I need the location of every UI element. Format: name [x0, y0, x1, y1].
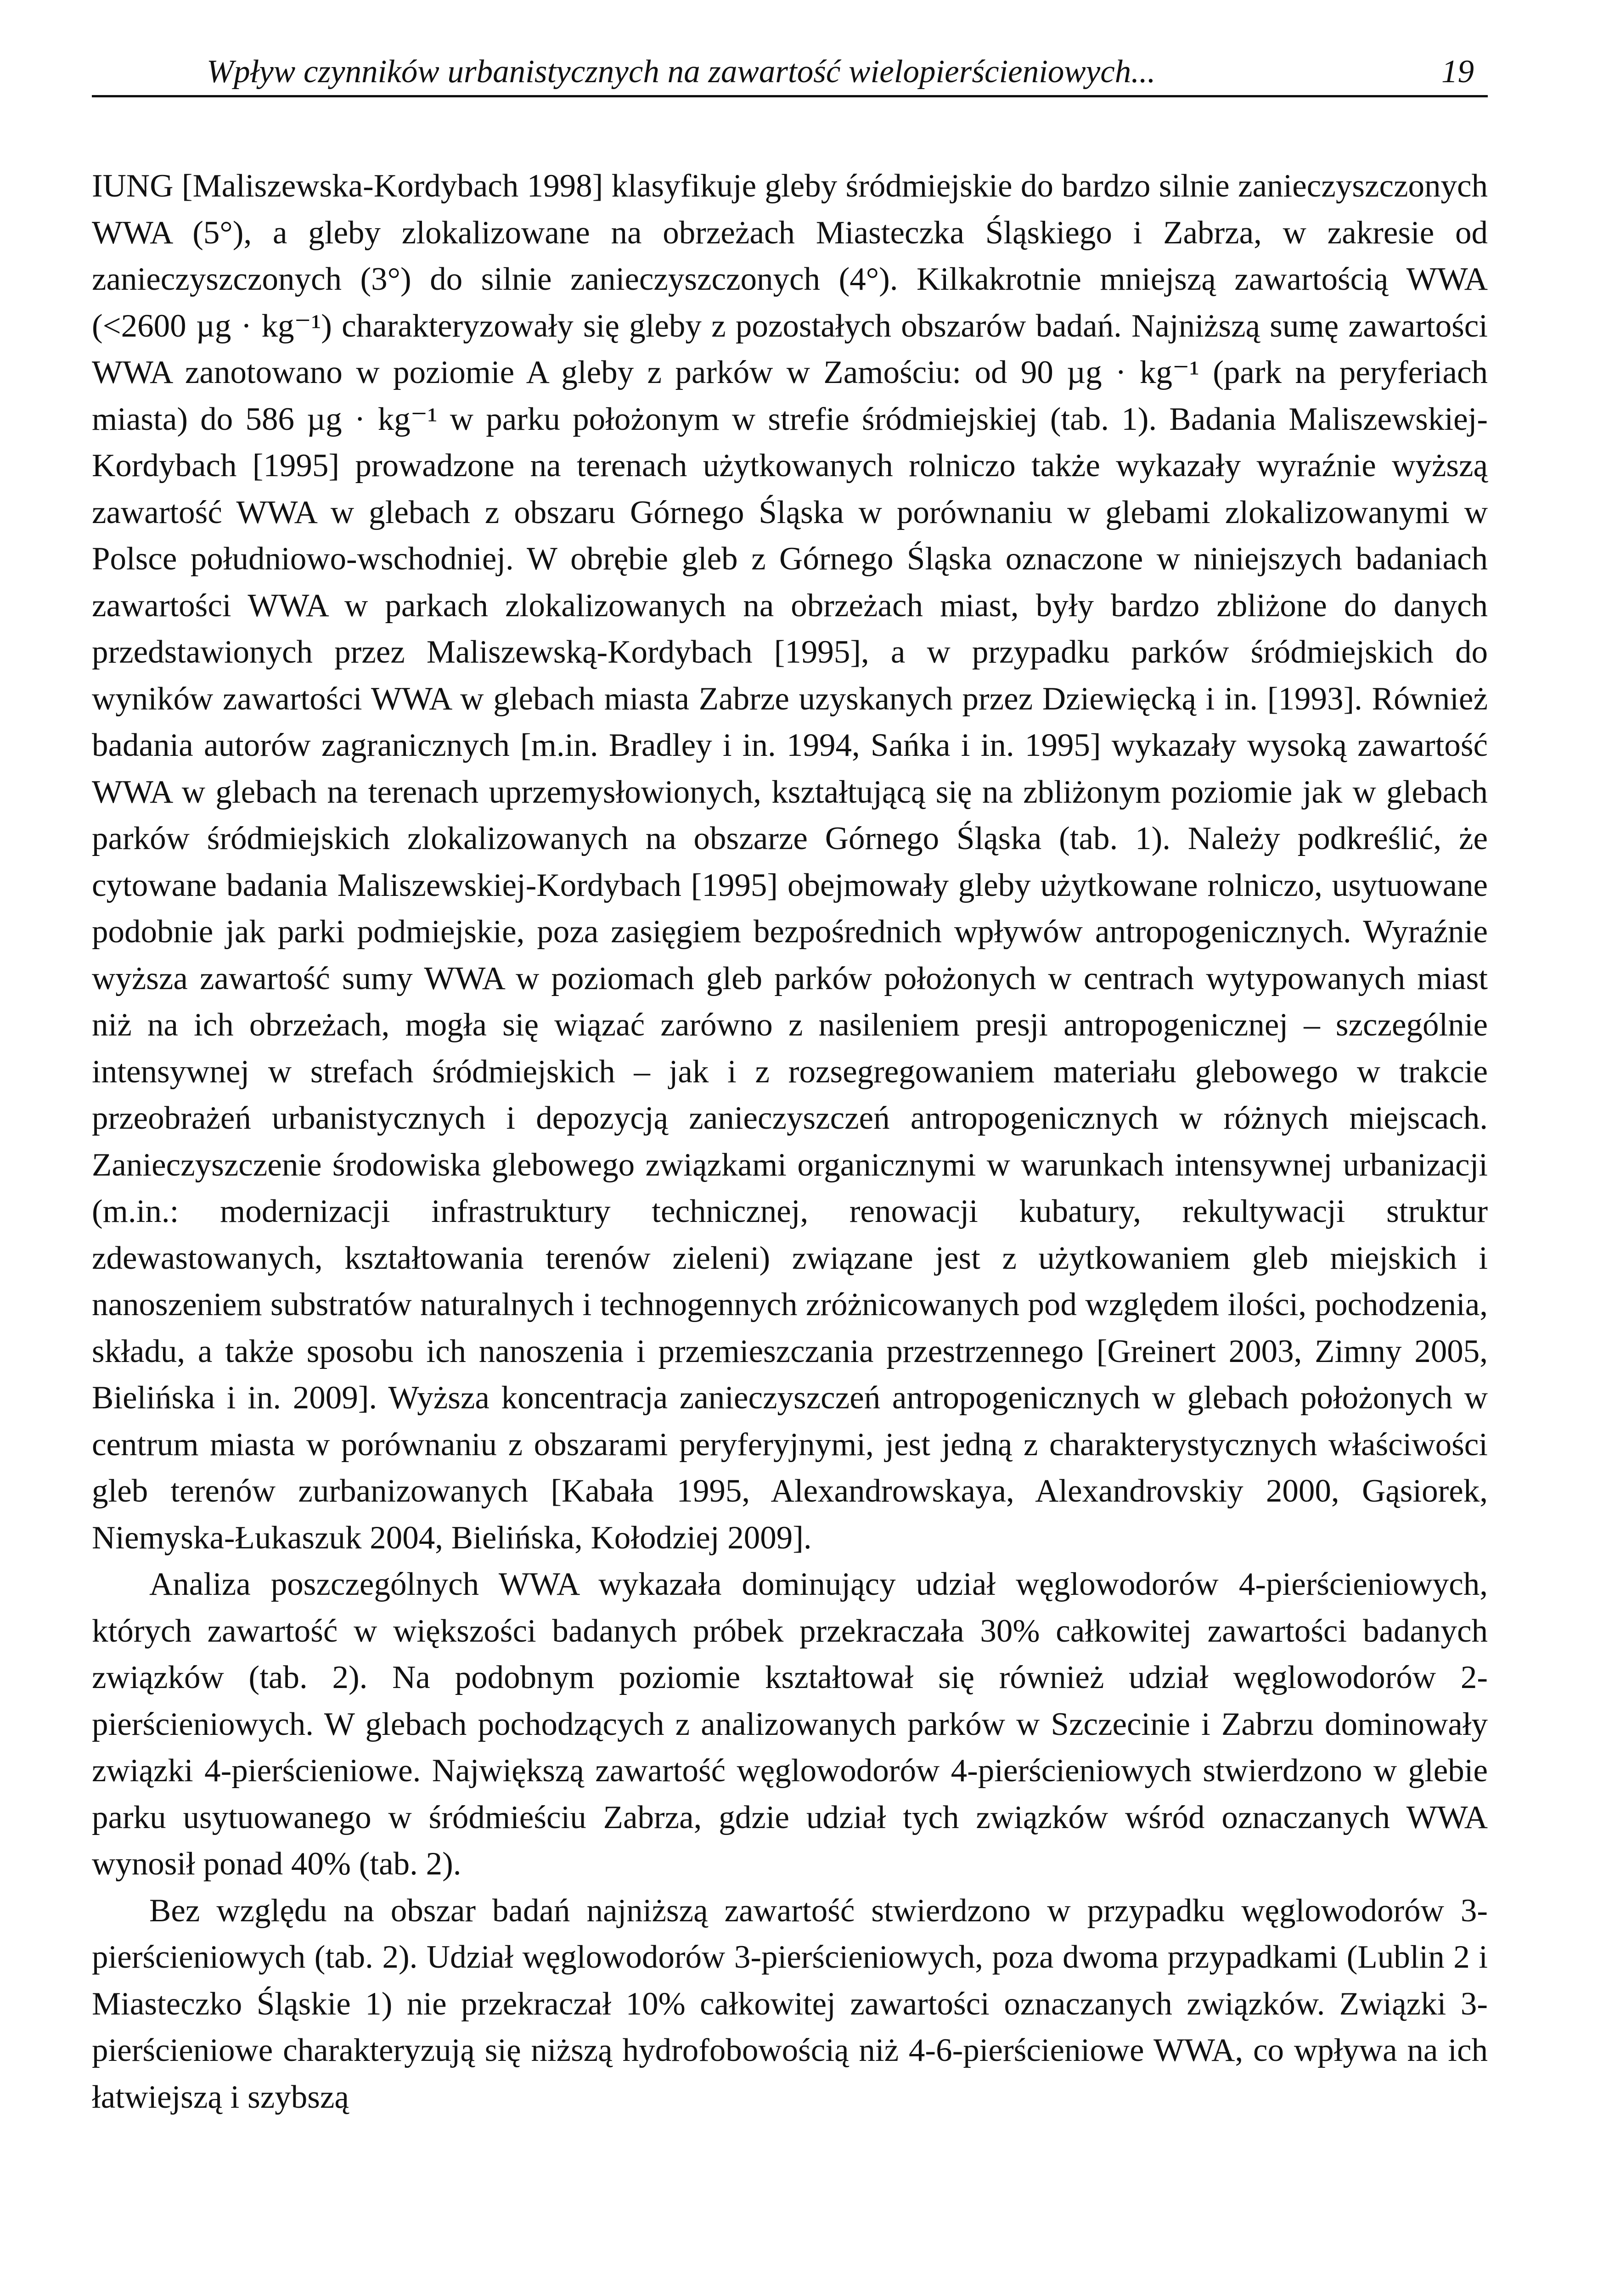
running-header [92, 46, 1488, 97]
running-head-title: Wpływ czynników urbanistycznych na zawartość wielopierścieniowych... [207, 54, 1156, 90]
paragraph-3: Bez względu na obszar badań najniższą zawartość stwierdzono w przypadku węglowodorów 3-pierścieniowych (tab. 2). Udział węglowodorów 3-pierścieniowych, poza dwoma przypadkami (Lublin 2 i Miasteczko Śląskie 1) nie przekraczał 10% całkowitej zawartości oznaczanych związków. Związki 3-pierścieniowe charakteryzują się niższą hydrofobowością niż 4-6-pierścieniowe WWA, co wpływa na ich łatwiejszą i szybszą [92, 1892, 1488, 2115]
paragraph-1: IUNG [Maliszewska-Kordybach 1998] klasyfikuje gleby śródmiejskie do bardzo silnie zanieczyszczonych WWA (5°), a gleby zlokalizowane na obrzeżach Miasteczka Śląskiego i Zabrza, w zakresie od zanieczyszczonych (3°) do silnie zanieczyszczonych (4°). Kilkakrotnie mniejszą zawartością WWA (<2600 µg · kg⁻¹) charakteryzowały się gleby z pozostałych obszarów badań. Najniższą sumę zawartości WWA zanotowano w poziomie A gleby z parków w Zamościu: od 90 µg · kg⁻¹ (park na peryferiach miasta) do 586 µg · kg⁻¹ w parku położonym w strefie śródmiejskiej (tab. 1). Badania Maliszewskiej-Kordybach [1995] prowadzone na terenach użytkowanych rolniczo także wykazały wyraźnie wyższą zawartość WWA w glebach z obszaru Górnego Śląska w porównaniu w glebami zlokalizowanymi w Polsce południowo-wschodniej. W obrębie gleb z Górnego Śląska oznaczone w niniejszych badaniach zawartości WWA w parkach zlokalizowanych na obrzeżach miast, były bardzo zbliżone do danych przedstawionych przez Maliszewską-Kordybach [1995], a w przypadku parków śródmiejskich do wyników zawartości WWA w glebach miasta Zabrze uzyskanych przez Dziewięcką i in. [1993]. Również badania autorów zagranicznych [m.in. Bradley i in. 1994, Sańka i in. 1995] wykazały wysoką zawartość WWA w glebach na terenach uprzemysłowionych, kształtującą się na zbliżonym poziomie jak w glebach parków śródmiejskich zlokalizowanych na obszarze Górnego Śląska (tab. 1). Należy podkreślić, że cytowane badania Maliszewskiej-Kordybach [1995] obejmowały gleby użytkowane rolniczo, usytuowane podobnie jak parki podmiejskie, poza zasięgiem bezpośrednich wpływów antropogenicznych. Wyraźnie wyższa zawartość sumy WWA w poziomach gleb parków położonych w centrach wytypowanych miast niż na ich obrzeżach, mogła się wiązać zarówno z nasileniem presji antropogenicznej – szczególnie intensywnej w strefach śródmiejskich – jak i z rozsegregowaniem materiału glebowego w trakcie przeobrażeń urbanistycznych i depozycją zanieczyszczeń antropogenicznych w różnych miejscach. Zanieczyszczenie środowiska glebowego związkami organicznymi w warunkach intensywnej urbanizacji (m.in.: modernizacji infrastruktury technicznej, renowacji kubatury, rekultywacji struktur zdewastowanych, kształtowania terenów zieleni) związane jest z użytkowaniem gleb miejskich i nanoszeniem substratów naturalnych i technogennych zróżnicowanych pod względem ilości, pochodzenia, składu, a także sposobu ich nanoszenia i przemieszczania przestrzennego [Greinert 2003, Zimny 2005, Bielińska i in. 2009]. Wyższa koncentracja zanieczyszczeń antropogenicznych w glebach położonych w centrum miasta w porównaniu z obszarami peryferyjnymi, jest jedną z charakterystycznych właściwości gleb terenów zurbanizowanych [Kabała 1995, Alexandrowskaya, Alexandrovskiy 2000, Gąsiorek, Niemyska-Łukaszuk 2004, Bielińska, Kołodziej 2009]. [92, 168, 1488, 1556]
page-number: 19 [1441, 54, 1474, 90]
paragraph-2: Analiza poszczególnych WWA wykazała dominujący udział węglowodorów 4-pierścieniowych, których zawartość w większości badanych próbek przekraczała 30% całkowitej zawartości badanych związków (tab. 2). Na podobnym poziomie kształtował się również udział węglowodorów 2-pierścieniowych. W glebach pochodzących z analizowanych parków w Szczecinie i Zabrzu dominowały związki 4-pierścieniowe. Największą zawartość węglowodorów 4-pierścieniowych stwierdzono w glebie parku usytuowanego w śródmieściu Zabrza, gdzie udział tych związków wśród oznaczanych WWA wynosił ponad 40% (tab. 2). [92, 1566, 1488, 1882]
body-text [92, 163, 1488, 2121]
